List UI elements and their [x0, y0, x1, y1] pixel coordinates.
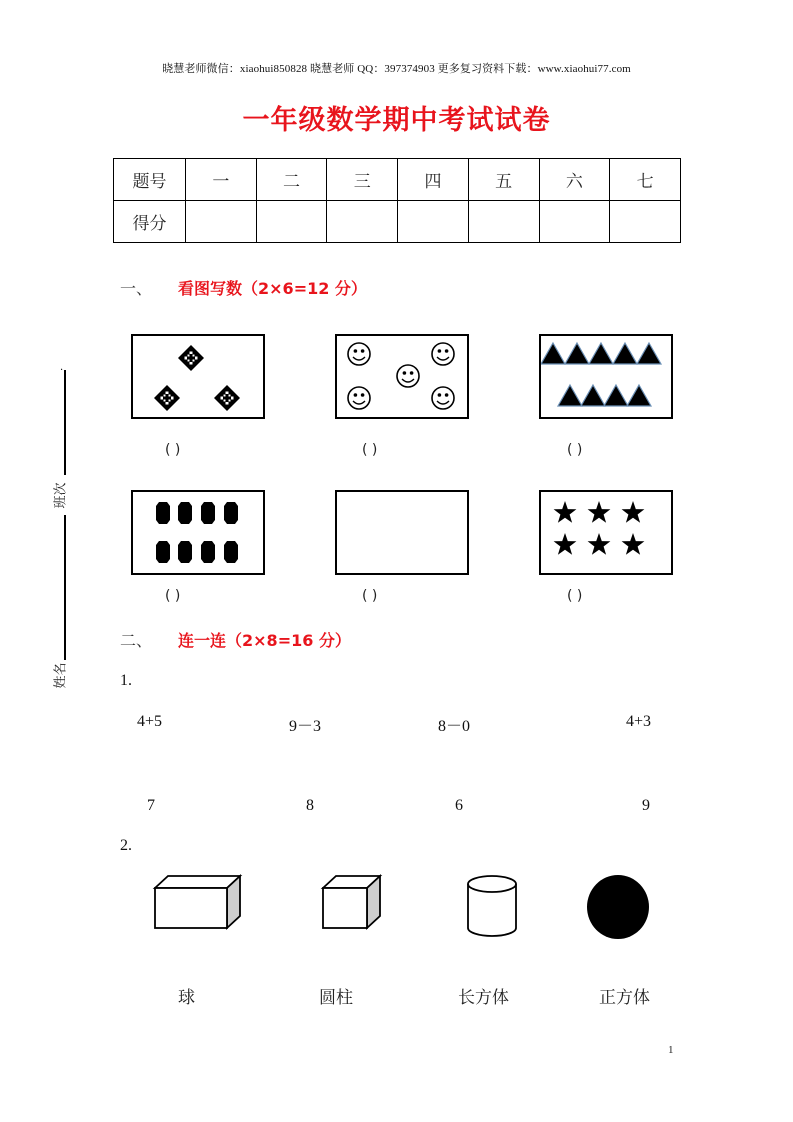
diamond-dice-icons [133, 336, 263, 417]
answer-number[interactable]: 8 [306, 797, 314, 814]
page-title: 一年级数学期中考试试卷 [242, 105, 551, 136]
column-header: 六 [539, 159, 610, 201]
rounded-octagon-icons [133, 492, 263, 573]
expression-item[interactable]: 9－3 [289, 718, 322, 735]
score-cell[interactable] [398, 201, 469, 243]
picture-box-smileys [335, 334, 469, 419]
answer-blank-4[interactable]: ( ) [165, 588, 181, 604]
triangle-icons [541, 336, 671, 417]
section-1-label: 看图写数（2×6=12 分） [178, 279, 367, 298]
expression-item[interactable]: 4+3 [626, 713, 652, 730]
section-2-label: 连一连（2×8=16 分） [178, 631, 351, 650]
score-cell[interactable] [186, 201, 257, 243]
answer-number[interactable]: 7 [147, 797, 155, 814]
answer-blank-2[interactable]: ( ) [362, 442, 378, 458]
picture-box-stars [539, 490, 673, 575]
answer-blank-1[interactable]: ( ) [165, 442, 181, 458]
score-table [113, 158, 681, 243]
column-header: 二 [256, 159, 327, 201]
question-2-label: 2. [120, 837, 132, 854]
picture-box-ovals [131, 490, 265, 575]
class-label: 班次 [53, 482, 69, 509]
answer-blank-5[interactable]: ( ) [362, 588, 378, 604]
answer-blank-6[interactable]: ( ) [567, 588, 583, 604]
column-header: 一 [186, 159, 257, 201]
sphere-shape[interactable] [584, 872, 652, 942]
shape-name[interactable]: 圆柱 [319, 988, 353, 1008]
score-cell[interactable] [539, 201, 610, 243]
question-1-label: 1. [120, 672, 132, 689]
section-2-heading [120, 628, 351, 651]
page-number: 1 [668, 1044, 674, 1056]
cylinder-shape[interactable] [462, 872, 522, 942]
smiley-face-icons [337, 336, 467, 417]
section-2-number: 二、 [120, 631, 153, 650]
answer-number[interactable]: 6 [455, 797, 463, 814]
section-1-number: 一、 [120, 279, 153, 298]
question-number-label: 题号 [114, 159, 186, 201]
star-icons [541, 492, 671, 573]
cuboid-shape[interactable] [150, 872, 246, 932]
picture-box-empty [335, 490, 469, 575]
score-cell[interactable] [256, 201, 327, 243]
answer-number[interactable]: 9 [642, 797, 650, 814]
answer-blank-3[interactable]: ( ) [567, 442, 583, 458]
picture-box-triangles [539, 334, 673, 419]
expression-item[interactable]: 8－0 [438, 718, 471, 735]
header-contact-line: 晓慧老师微信：xiaohui850828 晓慧老师 QQ：397374903 更多复习资料下载：www.xiaohui77.com [162, 63, 631, 75]
column-header: 四 [398, 159, 469, 201]
margin-dot: . [60, 362, 64, 373]
column-header: 三 [327, 159, 398, 201]
shape-name[interactable]: 长方体 [458, 988, 509, 1008]
class-blank-line[interactable] [64, 370, 66, 475]
name-label: 姓名 [53, 662, 69, 689]
score-cell[interactable] [327, 201, 398, 243]
section-1-heading [120, 276, 367, 299]
score-cell[interactable] [610, 201, 681, 243]
picture-box-diamonds [131, 334, 265, 419]
shape-name[interactable]: 球 [178, 988, 195, 1008]
score-table-header-row [114, 159, 681, 201]
column-header: 五 [468, 159, 539, 201]
cube-shape[interactable] [318, 872, 388, 932]
name-blank-line[interactable] [64, 515, 66, 660]
column-header: 七 [610, 159, 681, 201]
expression-item[interactable]: 4+5 [137, 713, 163, 730]
score-label: 得分 [114, 201, 186, 243]
shape-name[interactable]: 正方体 [599, 988, 650, 1008]
score-cell[interactable] [468, 201, 539, 243]
score-table-score-row [114, 201, 681, 243]
